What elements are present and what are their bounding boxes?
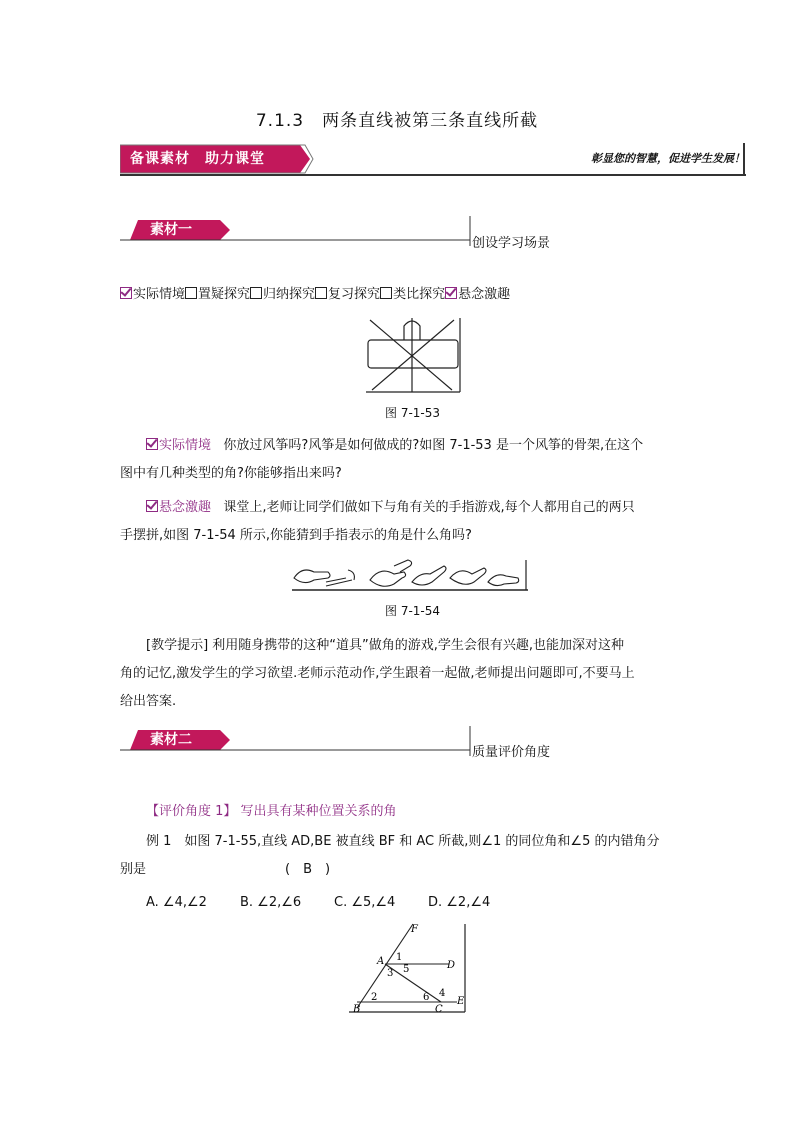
checkbox-icon (250, 287, 262, 299)
paragraph-suspense: 悬念激趣 课堂上,老师让同学们做如下与角有关的手指游戏,每个人都用自己的两只 (146, 494, 635, 522)
label-E: E (457, 996, 465, 1007)
example-line1: 例 1 如图 7-1-55,直线 AD,BE 被直线 BF 和 AC 所截,则∠1 的同位角和∠5 的内错角分 (146, 834, 660, 849)
label-B: B (353, 1004, 361, 1015)
label-A: A (377, 956, 385, 967)
label-C: C (435, 1004, 443, 1015)
paragraph-suspense-cont: 手摆拼,如图 7-1-54 所示,你能猜到手指表示的角是什么角吗? (120, 528, 472, 543)
teaching-hint-line1: [教学提示] 利用随身携带的这种“道具”做角的游戏,学生会很有兴趣,也能加深对这种 (146, 638, 625, 653)
kite-figure (360, 316, 470, 396)
banner-slogan: 彰显您的智慧，促进学生发展！ (591, 152, 745, 165)
checkbox-checked-icon (146, 500, 158, 512)
fig53-caption: 图 7-1-53 (385, 406, 441, 420)
checkbox-icon (315, 287, 327, 299)
label-D: D (447, 960, 456, 971)
evaluation-heading: 【评价角度 1】 写出具有某种位置关系的角 (146, 804, 397, 819)
label-5: 5 (403, 964, 410, 975)
section1-tag: 素材一 (150, 222, 192, 238)
section2-tag: 素材二 (150, 732, 192, 748)
checkbox-icon (380, 287, 392, 299)
choice-b: B. ∠2,∠6 (240, 895, 302, 910)
label-6: 6 (423, 992, 430, 1003)
paragraph-real-situation: 实际情境 你放过风筝吗?风筝是如何做成的?如图 7-1-53 是一个风筝的骨架,在这个 (146, 432, 643, 460)
choice-a: A. ∠4,∠2 (146, 895, 207, 910)
label-2: 2 (371, 992, 378, 1003)
checkbox-checked-icon (120, 287, 132, 299)
teaching-hint-line3: 给出答案. (120, 694, 177, 709)
label-3: 3 (387, 968, 394, 979)
choice-d: D. ∠2,∠4 (428, 895, 491, 910)
geometry-figure (345, 920, 475, 1016)
label-F: F (411, 924, 418, 935)
label-1: 1 (396, 952, 403, 963)
banner-underline (120, 174, 746, 176)
example-line2: 别是 (120, 862, 147, 877)
teaching-hint-line2: 角的记忆,激发学生的学习欲望.老师示范动作,学生跟着一起做,老师提出问题即可,不要马上 (120, 666, 635, 681)
checkbox-icon (185, 287, 197, 299)
options-row: 实际情境 置疑探究 归纳探究 复习探究 类比探究 悬念激趣 (120, 285, 510, 305)
banner-label: 备课素材 助力课堂 (130, 151, 265, 167)
choice-c: C. ∠5,∠4 (334, 895, 396, 910)
page-title: 7.1.3 两条直线被第三条直线所截 (255, 111, 539, 131)
fig54-caption: 图 7-1-54 (385, 604, 441, 618)
label-4: 4 (439, 988, 446, 999)
example-answer: ( B ) (285, 862, 331, 877)
section2-title: 质量评价角度 (472, 745, 551, 760)
paragraph-real-situation-cont: 图中有几种类型的角?你能够指出来吗? (120, 466, 342, 481)
checkbox-checked-icon (445, 287, 457, 299)
section1-title: 创设学习场景 (472, 236, 551, 251)
checkbox-checked-icon (146, 438, 158, 450)
hand-game-figure (290, 556, 530, 594)
